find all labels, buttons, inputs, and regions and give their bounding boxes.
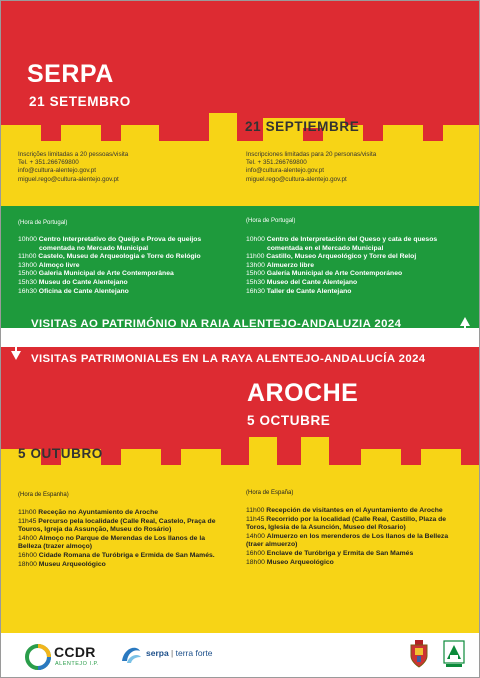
merlon (421, 449, 461, 466)
ccdr-logo-text: CCDR (54, 644, 96, 660)
schedule-row: 16h30 Oficina de Cante Alentejano (18, 287, 129, 295)
contact-line: miguel.rego@cultura-alentejo.gov.pt (246, 175, 347, 183)
contact-line: info@cultura-alentejo.gov.pt (246, 167, 325, 175)
schedule-row: 11h45 Percurso pela localidade (Calle Real, Castelo, Praça de (18, 517, 216, 525)
merlon (1, 125, 41, 142)
aroche-timezone-es: (Hora de España) (246, 490, 294, 496)
merlon (249, 437, 277, 466)
contact-line: Inscrições limitadas a 20 pessoas/visita (18, 151, 129, 158)
merlon (181, 449, 221, 466)
schedule-row: 16h00 Cidade Romana de Turóbriga e Ermida de San Mamés. (18, 551, 215, 559)
ccdr-logo (25, 643, 105, 671)
andalucia-emblem-icon (443, 640, 465, 668)
aroche-timezone-pt: (Hora de Espanha) (18, 492, 69, 498)
contact-line: Inscripciones limitadas para 20 personas/visita (246, 151, 377, 158)
serpa-contact-pt (18, 151, 128, 184)
merlon (209, 113, 237, 143)
merlon (301, 437, 329, 466)
schedule-row: Belleza (trazer almoço) (18, 543, 93, 551)
schedule-row: 14h00 Almuerzo en los merenderos de Los llanos de la Belleza (246, 532, 449, 540)
schedule-row: Toros, Iglesia de la Asunción, Museo del Rosario) (246, 524, 406, 532)
serpa-date-es: 21 SEPTIEMBRE (245, 119, 360, 134)
aroche-coat-of-arms (409, 640, 429, 668)
aroche-schedule-es (246, 507, 478, 567)
schedule-row: comentada no Mercado Municipal (39, 244, 149, 252)
serpa-logo (119, 641, 223, 671)
schedule-row: comentada en el Mercado Municipal (267, 244, 384, 252)
aroche-date-pt: 5 OUTUBRO (18, 446, 103, 461)
serpa-schedule-pt (18, 236, 243, 296)
schedule-row: 13h00 Almoço livre (18, 261, 80, 269)
separator-strip (1, 339, 480, 347)
aroche-title: AROCHE (247, 379, 359, 407)
schedule-row: 15h00 Galeria Municipal de Arte Contemporânea (18, 270, 174, 278)
serpa-schedule-es (246, 236, 478, 296)
schedule-row: 16h30 Taller de Cante Alentejano (246, 287, 352, 295)
schedule-row: 11h00 Recepción de visitantes en el Ayuntamiento de Aroche (246, 507, 443, 514)
serpa-timezone-es: (Hora de Portugal) (246, 218, 296, 224)
arrow-down-icon (11, 351, 21, 360)
schedule-row: 13h00 Almuerzo libre (246, 261, 315, 269)
arrow-up-stem (464, 325, 466, 331)
logo-bar (1, 633, 480, 678)
schedule-row: 15h30 Museo del Cante Alentejano (246, 278, 358, 286)
contact-line: info@cultura-alentejo.gov.pt (18, 167, 97, 175)
merlon (121, 449, 161, 466)
merlon (361, 449, 401, 466)
aroche-schedule-pt (18, 509, 244, 569)
schedule-row: 11h00 Castelo, Museu de Arqueologia e Torre do Relógio (18, 253, 201, 261)
schedule-row: 15h00 Galería Municipal de Arte Contemporáneo (246, 270, 403, 278)
serpa-date-pt: 21 SETEMBRO (29, 94, 131, 109)
schedule-row: (traer almuerzo) (246, 541, 298, 549)
serpa-title: SERPA (27, 60, 114, 88)
schedule-row: 15h30 Museu do Cante Alentejano (18, 278, 128, 286)
serpa-timezone-pt: (Hora de Portugal) (18, 220, 68, 226)
merlon (383, 125, 423, 142)
merlon (121, 125, 159, 142)
contact-line: Tel. + 351.266769800 (18, 159, 79, 167)
schedule-row: 11h45 Recorrido por la localidad (Calle Real, Castillo, Plaza de (246, 515, 447, 523)
schedule-row: 10h00 Centro Interpretativo do Queijo e Prova de queijos (18, 236, 202, 243)
schedule-row: 11h00 Receção no Ayuntamiento de Aroche (18, 509, 159, 516)
schedule-row: Touros, Igreja da Assunção, Museu do Rosário) (18, 526, 172, 534)
andalucia-logo (443, 640, 465, 668)
ccdr-logo-sub: ALENTEJO I.P. (55, 661, 99, 667)
merlon (61, 125, 101, 142)
banner-pt: VISITAS AO PATRIMÓNIO NA RAIA ALENTEJO-ANDALUZIA 2024 (31, 318, 402, 330)
schedule-row: 10h00 Centro de Interpretación del Queso y cata de quesos (246, 236, 438, 243)
aroche-date-es: 5 OCTUBRE (247, 413, 331, 428)
ccdr-emblem-icon (25, 644, 51, 670)
serpa-emblem-icon (119, 641, 143, 667)
schedule-row: 18h00 Museo Arqueológico (246, 558, 334, 566)
serpa-logo-text: serpa | terra forte (146, 648, 213, 658)
banner-es: VISITAS PATRIMONIALES EN LA RAYA ALENTEJO-ANDALUCÍA 2024 (31, 353, 426, 365)
schedule-row: 14h00 Almoço no Parque de Merendas de Los llanos de la (18, 534, 205, 542)
contact-line: miguel.rego@cultura-alentejo.gov.pt (18, 175, 119, 183)
serpa-contact-es (246, 151, 376, 184)
contact-line: Tel. + 351.266769800 (246, 159, 307, 167)
merlon (443, 125, 480, 142)
schedule-row: 11h00 Castillo, Museo Arqueológico y Torre del Reloj (246, 253, 417, 261)
schedule-row: 18h00 Museu Arqueológico (18, 560, 106, 568)
schedule-row: 16h00 Enclave de Turóbriga y Ermita de San Mamés (246, 549, 414, 557)
coat-of-arms-icon (409, 640, 429, 668)
